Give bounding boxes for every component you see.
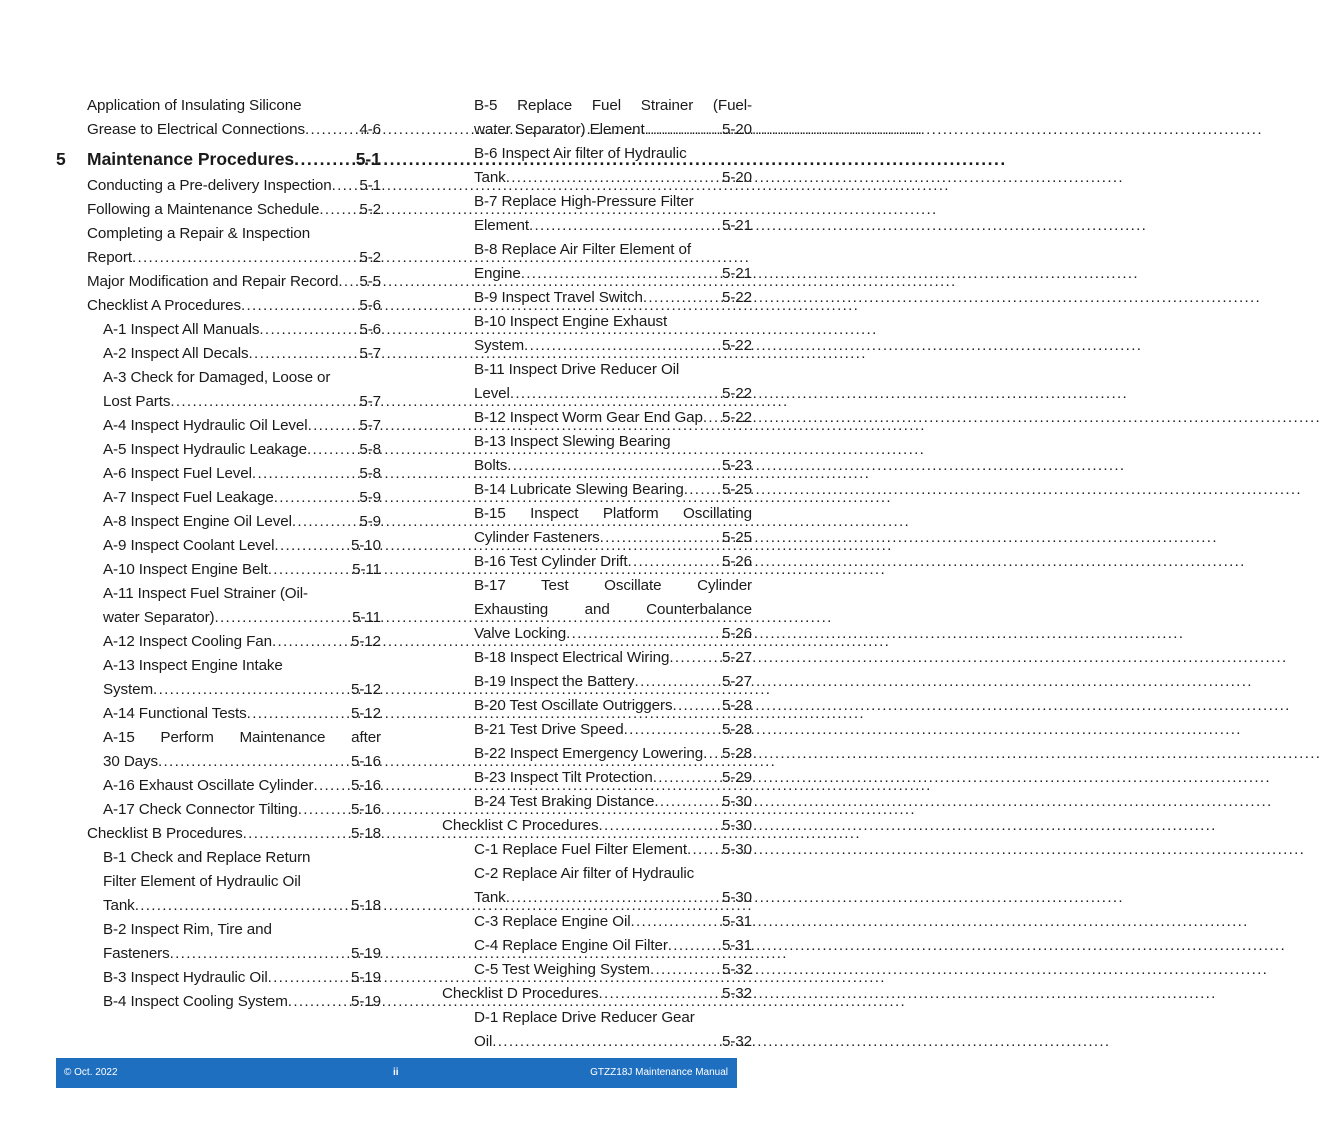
toc-entry[interactable] (87, 366, 381, 414)
toc-entry[interactable] (87, 414, 381, 438)
dot-leader (292, 510, 360, 534)
toc-entry-title-line: B-6 Inspect Air filter of Hydraulic (474, 145, 687, 162)
dot-leader (653, 766, 722, 790)
toc-entry-last-line (103, 678, 381, 702)
dot-leader (654, 790, 722, 814)
toc-entry[interactable] (87, 966, 381, 990)
dot-leader (313, 774, 351, 798)
toc-entry[interactable] (87, 486, 381, 510)
toc-entry-last-line (474, 526, 752, 550)
toc-entry-title: B-20 Test Oscillate Outriggers (474, 697, 673, 714)
dot-leader (294, 144, 356, 174)
dot-leader (298, 798, 351, 822)
dot-leader (529, 214, 722, 238)
toc-page-number: 5-11 (352, 561, 381, 578)
toc-entry-title: B-18 Inspect Electrical Wiring (474, 649, 670, 666)
dot-leader (703, 742, 722, 766)
dot-leader (492, 1030, 722, 1054)
toc-entry[interactable] (87, 630, 381, 654)
toc-entry-title: B-19 Inspect the Battery (474, 673, 635, 690)
dot-leader (598, 982, 722, 1006)
toc-entry-title: C-1 Replace Fuel Filter Element (474, 841, 687, 858)
toc-entry-title-line: B-17 Test Oscillate Cylinder (474, 577, 752, 594)
toc-page-number: 5-30 (722, 817, 752, 834)
toc-entry-title-line: Cylinder Fasteners (474, 529, 600, 546)
toc-entry-title: A-16 Exhaust Oscillate Cylinder (103, 777, 314, 794)
dot-leader (308, 414, 360, 438)
toc-entry[interactable] (87, 222, 381, 270)
toc-entry-title-line: A-15 Perform Maintenance after (103, 729, 381, 746)
toc-entry-title-line: Valve Locking (474, 625, 567, 642)
dot-leader (687, 838, 722, 862)
toc-page-number: 5-10 (351, 537, 381, 554)
toc-page-number: 5-25 (722, 529, 752, 546)
dot-leader (600, 526, 722, 550)
toc-entry-last-line (87, 246, 381, 270)
toc-page-number: 5-31 (722, 913, 752, 930)
toc-entry[interactable] (458, 718, 752, 742)
dot-leader (252, 462, 359, 486)
toc-entry[interactable] (87, 918, 381, 966)
toc-entry[interactable] (87, 582, 381, 630)
toc-page-number: 5-25 (722, 481, 752, 498)
toc-page-number: 5-19 (351, 993, 381, 1010)
dot-leader (631, 910, 722, 934)
toc-entry[interactable] (458, 286, 752, 310)
toc-entry-title: C-5 Test Weighing System (474, 961, 650, 978)
toc-entry-title: B-9 Inspect Travel Switch (474, 289, 643, 306)
toc-entry-title: Checklist B Procedures (87, 825, 243, 842)
toc-page-number: 5-22 (722, 289, 752, 306)
dot-leader (703, 406, 722, 430)
toc-page-number: 5-30 (722, 793, 752, 810)
toc-page-number: 5-22 (722, 409, 752, 426)
toc-entry[interactable] (458, 142, 752, 190)
toc-entry-last-line (474, 622, 752, 646)
toc-entry-title-line: water Separator) (103, 609, 215, 626)
toc-entry[interactable] (87, 990, 381, 1014)
toc-entry[interactable] (458, 694, 752, 718)
toc-entry[interactable] (458, 94, 752, 142)
toc-page-number: 4-6 (359, 121, 381, 138)
toc-page-number: 5-30 (722, 841, 752, 858)
toc-entry-last-line (474, 382, 752, 406)
toc-entry-last-line (87, 118, 381, 142)
toc-page-number: 5-2 (359, 249, 381, 266)
toc-page-number: 5-29 (722, 769, 752, 786)
toc-entry-title: C-3 Replace Engine Oil (474, 913, 631, 930)
footer-page-number: ii (393, 1067, 399, 1078)
toc-entry-last-line (474, 886, 752, 910)
toc-page-number: 5-16 (351, 777, 381, 794)
dot-leader (672, 694, 722, 718)
toc-entry[interactable] (87, 726, 381, 774)
toc-entry[interactable] (458, 790, 752, 814)
toc-page-number: 5-27 (722, 673, 752, 690)
toc-entry-title: B-4 Inspect Cooling System (103, 993, 288, 1010)
toc-entry[interactable] (458, 238, 752, 286)
toc-entry[interactable] (87, 94, 381, 142)
dot-leader (319, 198, 359, 222)
toc-entry-last-line (103, 942, 381, 966)
toc-page-number: 5-26 (722, 625, 752, 642)
dot-leader (643, 286, 722, 310)
dot-leader (668, 934, 722, 958)
toc-page-number: 5-5 (359, 273, 381, 290)
toc-page-number: 5-22 (722, 337, 752, 354)
toc-page-number: 5-8 (359, 441, 381, 458)
dot-leader (274, 534, 351, 558)
toc-entry-title: B-16 Test Cylinder Drift (474, 553, 628, 570)
toc-page-number: 5-21 (722, 265, 752, 282)
dot-leader (627, 550, 722, 574)
toc-entry[interactable] (87, 534, 381, 558)
toc-page-number: 5-26 (722, 553, 752, 570)
toc-entry-title: A-2 Inspect All Decals (103, 345, 249, 362)
dot-leader (259, 318, 359, 342)
toc-entry[interactable] (87, 798, 381, 822)
toc-page-number: 5-7 (359, 417, 381, 434)
toc-entry-title: A-6 Inspect Fuel Level (103, 465, 252, 482)
toc-entry-title-line: B-11 Inspect Drive Reducer Oil (474, 361, 680, 378)
toc-entry-title: B-14 Lubricate Slewing Bearing (474, 481, 684, 498)
toc-entry-title-line: water Separator) Element (474, 121, 645, 138)
toc-page-number: 5-20 (722, 121, 752, 138)
toc-page-number: 5-30 (722, 889, 752, 906)
toc-entry[interactable] (458, 838, 752, 862)
dot-leader (507, 454, 722, 478)
dot-leader (684, 478, 722, 502)
toc-page-number: 5-1 (359, 177, 381, 194)
toc-page-number: 5-27 (722, 649, 752, 666)
toc-entry[interactable] (458, 958, 752, 982)
toc-entry-title-line: D-1 Replace Drive Reducer Gear (474, 1009, 695, 1026)
toc-entry-title-line: Oil (474, 1033, 493, 1050)
toc-entry-title-line: Filter Element of Hydraulic Oil (103, 873, 301, 890)
toc-entry-title: Checklist C Procedures (442, 817, 599, 834)
toc-entry-title: C-4 Replace Engine Oil Filter (474, 937, 668, 954)
toc-entry-last-line (103, 894, 381, 918)
toc-entry[interactable] (87, 198, 381, 222)
toc-page-number: 5-7 (359, 345, 381, 362)
toc-page-number: 5-32 (722, 1033, 752, 1050)
toc-entry-title: B-3 Inspect Hydraulic Oil (103, 969, 268, 986)
toc-entry-title: A-1 Inspect All Manuals (103, 321, 260, 338)
toc-page-number: 5-18 (351, 825, 381, 842)
toc-entry[interactable] (87, 462, 381, 486)
dot-leader (241, 294, 359, 318)
toc-page-number: 5-28 (722, 721, 752, 738)
toc-page-number: 5-6 (359, 321, 381, 338)
toc-right-column (442, 94, 752, 1054)
toc-entry-title-line: Lost Parts (103, 393, 171, 410)
toc-entry-title-line: A-3 Check for Damaged, Loose or (103, 369, 331, 386)
toc-page-number: 5-8 (359, 465, 381, 482)
dot-leader (132, 246, 359, 270)
toc-page-number: 5-32 (722, 985, 752, 1002)
toc-page-number: 5-9 (359, 513, 381, 530)
chapter-title: Maintenance Procedures (87, 149, 295, 169)
toc-entry-title-line: Engine (474, 265, 521, 282)
dot-leader (215, 606, 353, 630)
toc-page-number: 5-9 (359, 489, 381, 506)
footer-copyright: © Oct. 2022 (64, 1067, 118, 1078)
toc-entry-title: A-17 Check Connector Tilting (103, 801, 298, 818)
toc-entry-title: A-4 Inspect Hydraulic Oil Level (103, 417, 308, 434)
toc-entry-title: A-14 Functional Tests (103, 705, 247, 722)
toc-entry-title-line: C-2 Replace Air filter of Hydraulic (474, 865, 695, 882)
toc-entry-title-line: B-1 Check and Replace Return (103, 849, 311, 866)
toc-page-number: 5-7 (359, 393, 381, 410)
dot-leader (338, 270, 359, 294)
toc-entry[interactable] (442, 982, 752, 1006)
toc-left-column (56, 94, 381, 1014)
chapter-page-number: 5-1 (355, 149, 381, 169)
dot-leader (170, 390, 359, 414)
toc-page-number: 5-18 (351, 897, 381, 914)
dot-leader (506, 166, 722, 190)
toc-entry-title-line: B-2 Inspect Rim, Tire and (103, 921, 272, 938)
toc-entry-title: Checklist A Procedures (87, 297, 241, 314)
dot-leader (510, 382, 722, 406)
toc-entry-title-line: Application of Insulating Silicone (87, 97, 302, 114)
toc-entry[interactable] (87, 510, 381, 534)
dot-leader (243, 822, 351, 846)
toc-page-number: 5-20 (722, 169, 752, 186)
toc-entry-last-line (474, 166, 752, 190)
toc-entry-title-line: A-13 Inspect Engine Intake (103, 657, 283, 674)
toc-entry-title-line: Bolts (474, 457, 508, 474)
toc-entry[interactable] (458, 670, 752, 694)
dot-leader (650, 958, 722, 982)
dot-leader (272, 630, 351, 654)
dot-leader (135, 894, 351, 918)
toc-entry[interactable] (442, 814, 752, 838)
toc-entry-last-line (474, 1030, 752, 1054)
dot-leader (635, 670, 722, 694)
toc-page-number: 5-2 (359, 201, 381, 218)
toc-entry[interactable] (87, 702, 381, 726)
toc-page-number: 5-6 (359, 297, 381, 314)
dot-leader (274, 486, 360, 510)
dot-leader (288, 990, 351, 1014)
toc-entry[interactable] (87, 558, 381, 582)
toc-entry[interactable] (87, 270, 381, 294)
dot-leader (247, 702, 351, 726)
toc-page-number: 5-32 (722, 961, 752, 978)
toc-page-number: 5-28 (722, 745, 752, 762)
dot-leader (170, 942, 351, 966)
toc-entry-last-line (474, 334, 752, 358)
toc-entry[interactable] (458, 934, 752, 958)
toc-entry-last-line (103, 606, 381, 630)
toc-entry-title: Checklist D Procedures (442, 985, 599, 1002)
toc-entry[interactable] (458, 766, 752, 790)
toc-entry-title: Following a Maintenance Schedule (87, 201, 320, 218)
toc-entry-title: Conducting a Pre-delivery Inspection (87, 177, 332, 194)
toc-entry-title-line: Fasteners (103, 945, 170, 962)
toc-entry-title-line: Report (87, 249, 132, 266)
toc-entry-title-line: B-10 Inspect Engine Exhaust (474, 313, 668, 330)
chapter-number: 5 (56, 149, 66, 169)
toc-entry-title-line: Element (474, 217, 530, 234)
toc-page-number: 5-23 (722, 457, 752, 474)
toc-page-number: 5-16 (351, 753, 381, 770)
toc-entry-title-line: 30 Days (103, 753, 159, 770)
toc-entry-title: A-10 Inspect Engine Belt (103, 561, 268, 578)
toc-entry[interactable] (87, 438, 381, 462)
toc-entry-title: A-12 Inspect Cooling Fan (103, 633, 272, 650)
toc-entry[interactable] (458, 1006, 752, 1054)
toc-entry-title-line: B-13 Inspect Slewing Bearing (474, 433, 671, 450)
toc-entry-title-line: B-7 Replace High-Pressure Filter (474, 193, 694, 210)
dot-leader (268, 966, 351, 990)
toc-entry[interactable] (458, 502, 752, 550)
toc-entry-title-line: Grease to Electrical Connections (87, 121, 305, 138)
toc-entry[interactable] (87, 342, 381, 366)
toc-entry[interactable] (87, 174, 381, 198)
toc-entry[interactable] (458, 478, 752, 502)
toc-entry-last-line (474, 118, 752, 142)
toc-entry[interactable] (87, 654, 381, 702)
dot-leader (624, 718, 722, 742)
toc-page-number: 5-12 (351, 705, 381, 722)
toc-chapter-heading[interactable] (56, 144, 381, 174)
toc-page-number: 5-19 (351, 969, 381, 986)
toc-page-number: 5-31 (722, 937, 752, 954)
toc-entry-title-line: B-15 Inspect Platform Oscillating (474, 505, 752, 522)
toc-entry-last-line (474, 214, 752, 238)
footer-manual-title: GTZZ18J Maintenance Manual (590, 1067, 728, 1078)
toc-entry-title: A-7 Inspect Fuel Leakage (103, 489, 274, 506)
toc-page-number: 5-12 (351, 681, 381, 698)
toc-entry-last-line (474, 454, 752, 478)
toc-entry-title-line: Tank (474, 169, 506, 186)
toc-entry-title-line: Level (474, 385, 510, 402)
toc-entry[interactable] (87, 846, 381, 918)
dot-leader (598, 814, 722, 838)
toc-entry-title-line: Tank (474, 889, 506, 906)
toc-entry-title-line: Tank (103, 897, 135, 914)
dot-leader (645, 118, 722, 142)
dot-leader (268, 558, 352, 582)
toc-page-number: 5-19 (351, 945, 381, 962)
toc-page-number: 5-12 (351, 633, 381, 650)
toc-entry-title-line: System (474, 337, 525, 354)
toc-entry-title-line: A-11 Inspect Fuel Strainer (Oil- (103, 585, 308, 602)
dot-leader (521, 262, 722, 286)
dot-leader (307, 438, 359, 462)
dot-leader (153, 678, 351, 702)
toc-entry-title-line: B-5 Replace Fuel Strainer (Fuel- (474, 97, 752, 114)
toc-entry-title: B-24 Test Braking Distance (474, 793, 655, 810)
toc-entry[interactable] (458, 310, 752, 358)
toc-entry[interactable] (458, 742, 752, 766)
toc-page-number: 5-28 (722, 697, 752, 714)
toc-entry-title: B-23 Inspect Tilt Protection (474, 769, 653, 786)
dot-leader (669, 646, 722, 670)
toc-entry[interactable] (87, 822, 381, 846)
toc-entry-title: B-22 Inspect Emergency Lowering (474, 745, 704, 762)
toc-entry-title: B-21 Test Drive Speed (474, 721, 624, 738)
toc-page-number: 5-22 (722, 385, 752, 402)
page-footer (56, 1058, 737, 1088)
toc-entry-last-line (103, 390, 381, 414)
dot-leader (305, 118, 359, 142)
toc-entry[interactable] (458, 358, 752, 406)
toc-entry-title-line: Completing a Repair & Inspection (87, 225, 311, 242)
toc-entry[interactable] (458, 862, 752, 910)
dot-leader (566, 622, 722, 646)
toc-page-number: 5-11 (352, 609, 381, 626)
toc-entry-title-line: System (103, 681, 154, 698)
toc-entry-title: B-12 Inspect Worm Gear End Gap (474, 409, 703, 426)
toc-entry[interactable] (87, 774, 381, 798)
toc-entry-title: A-8 Inspect Engine Oil Level (103, 513, 292, 530)
dot-leader (506, 886, 722, 910)
toc-entry-title-line: Exhausting and Counterbalance (474, 601, 752, 618)
toc-entry[interactable] (458, 190, 752, 238)
toc-entry-last-line (474, 262, 752, 286)
toc-entry[interactable] (87, 318, 381, 342)
dot-leader (158, 750, 351, 774)
dot-leader (332, 174, 360, 198)
toc-entry-title-line: B-8 Replace Air Filter Element of (474, 241, 692, 258)
toc-entry-last-line (103, 750, 381, 774)
toc-entry-title: A-5 Inspect Hydraulic Leakage (103, 441, 307, 458)
toc-entry[interactable] (458, 646, 752, 670)
toc-entry[interactable] (458, 574, 752, 646)
toc-page-number: 5-21 (722, 217, 752, 234)
dot-leader (249, 342, 360, 366)
toc-entry[interactable] (458, 550, 752, 574)
toc-entry[interactable] (458, 910, 752, 934)
toc-entry-title: Major Modification and Repair Record (87, 273, 339, 290)
toc-entry[interactable] (458, 430, 752, 478)
toc-entry[interactable] (87, 294, 381, 318)
dot-leader (524, 334, 722, 358)
toc-page-number: 5-16 (351, 801, 381, 818)
toc-entry-title: A-9 Inspect Coolant Level (103, 537, 275, 554)
toc-entry[interactable] (458, 406, 752, 430)
